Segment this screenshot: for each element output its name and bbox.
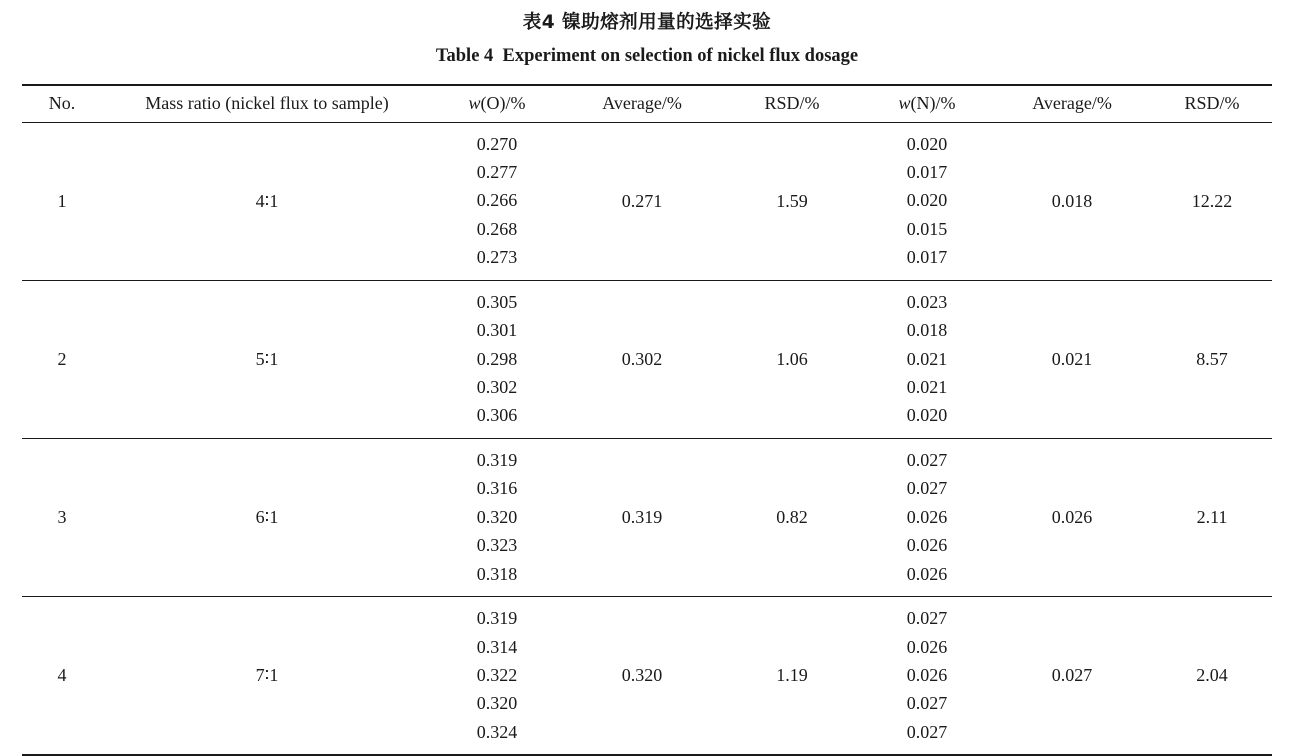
cell-average-o: 0.271	[562, 122, 722, 280]
cell-mass-ratio: 4∶1	[102, 122, 432, 280]
caption-english-text: Experiment on selection of nickel flux dosage	[503, 46, 859, 66]
wn-value: 0.018	[907, 316, 948, 344]
wn-value: 0.015	[907, 215, 948, 243]
table-row	[22, 597, 1272, 756]
header-wo: w(O)/%	[432, 85, 562, 123]
wo-value: 0.270	[477, 130, 518, 158]
cell-wo-values	[432, 280, 562, 438]
cell-average-o: 0.320	[562, 597, 722, 756]
wn-value: 0.020	[907, 130, 948, 158]
header-rsd-n: RSD/%	[1152, 85, 1272, 123]
cell-rsd-n: 12.22	[1152, 122, 1272, 280]
wn-value: 0.026	[907, 531, 948, 559]
cell-no: 1	[22, 122, 102, 280]
cell-no: 3	[22, 438, 102, 596]
wn-value: 0.027	[907, 689, 948, 717]
wo-value: 0.266	[477, 186, 518, 214]
wo-value: 0.305	[477, 288, 518, 316]
cell-mass-ratio: 6∶1	[102, 438, 432, 596]
wo-value: 0.306	[477, 401, 518, 429]
header-average-n: Average/%	[992, 85, 1152, 123]
cell-rsd-n: 8.57	[1152, 280, 1272, 438]
wo-value: 0.277	[477, 158, 518, 186]
table-row	[22, 122, 1272, 280]
cell-wo-values	[432, 438, 562, 596]
experiment-table	[22, 84, 1272, 756]
table-row	[22, 438, 1272, 596]
wo-value: 0.301	[477, 316, 518, 344]
wo-value: 0.302	[477, 373, 518, 401]
cell-wn-values	[862, 122, 992, 280]
wn-value: 0.026	[907, 661, 948, 689]
cell-average-o: 0.319	[562, 438, 722, 596]
cell-average-n: 0.027	[992, 597, 1152, 756]
cell-wn-values	[862, 280, 992, 438]
wn-value: 0.026	[907, 633, 948, 661]
caption-chinese-text: 镍助熔剂用量的选择实验	[562, 12, 771, 33]
table-row	[22, 280, 1272, 438]
wn-value: 0.017	[907, 243, 948, 271]
wn-value: 0.020	[907, 401, 948, 429]
header-mass-ratio: Mass ratio (nickel flux to sample)	[102, 85, 432, 123]
cell-average-n: 0.026	[992, 438, 1152, 596]
wo-value: 0.298	[477, 345, 518, 373]
wn-value: 0.027	[907, 474, 948, 502]
cell-wn-values	[862, 597, 992, 756]
wo-value: 0.268	[477, 215, 518, 243]
wn-value: 0.026	[907, 560, 948, 588]
table-caption-english	[22, 37, 1272, 71]
wn-value: 0.023	[907, 288, 948, 316]
wn-value: 0.021	[907, 345, 948, 373]
wo-value: 0.319	[477, 604, 518, 632]
cell-average-n: 0.021	[992, 280, 1152, 438]
cell-wo-values	[432, 122, 562, 280]
table-header	[22, 85, 1272, 123]
cell-rsd-n: 2.04	[1152, 597, 1272, 756]
table-body	[22, 122, 1272, 755]
wo-value: 0.320	[477, 689, 518, 717]
wo-value: 0.323	[477, 531, 518, 559]
wo-value: 0.318	[477, 560, 518, 588]
cell-wn-values	[862, 438, 992, 596]
wn-value: 0.027	[907, 718, 948, 746]
cell-wo-values	[432, 597, 562, 756]
cell-average-o: 0.302	[562, 280, 722, 438]
cell-rsd-o: 1.59	[722, 122, 862, 280]
cell-no: 4	[22, 597, 102, 756]
wo-value: 0.322	[477, 661, 518, 689]
header-no: No.	[22, 85, 102, 123]
cell-no: 2	[22, 280, 102, 438]
cell-rsd-o: 0.82	[722, 438, 862, 596]
caption-english-number: Table 4	[436, 46, 493, 66]
header-rsd-o: RSD/%	[722, 85, 862, 123]
header-average-o: Average/%	[562, 85, 722, 123]
wo-value: 0.320	[477, 503, 518, 531]
table-caption-chinese	[22, 0, 1272, 37]
wn-value: 0.017	[907, 158, 948, 186]
wo-value: 0.316	[477, 474, 518, 502]
cell-rsd-o: 1.06	[722, 280, 862, 438]
cell-mass-ratio: 5∶1	[102, 280, 432, 438]
wn-value: 0.020	[907, 186, 948, 214]
cell-rsd-o: 1.19	[722, 597, 862, 756]
wn-value: 0.027	[907, 604, 948, 632]
caption-chinese-number: 表4	[523, 12, 555, 33]
cell-mass-ratio: 7∶1	[102, 597, 432, 756]
wo-value: 0.314	[477, 633, 518, 661]
cell-rsd-n: 2.11	[1152, 438, 1272, 596]
wo-value: 0.319	[477, 446, 518, 474]
wo-value: 0.324	[477, 718, 518, 746]
wo-value: 0.273	[477, 243, 518, 271]
cell-average-n: 0.018	[992, 122, 1152, 280]
wn-value: 0.027	[907, 446, 948, 474]
wn-value: 0.026	[907, 503, 948, 531]
wn-value: 0.021	[907, 373, 948, 401]
header-wn: w(N)/%	[862, 85, 992, 123]
